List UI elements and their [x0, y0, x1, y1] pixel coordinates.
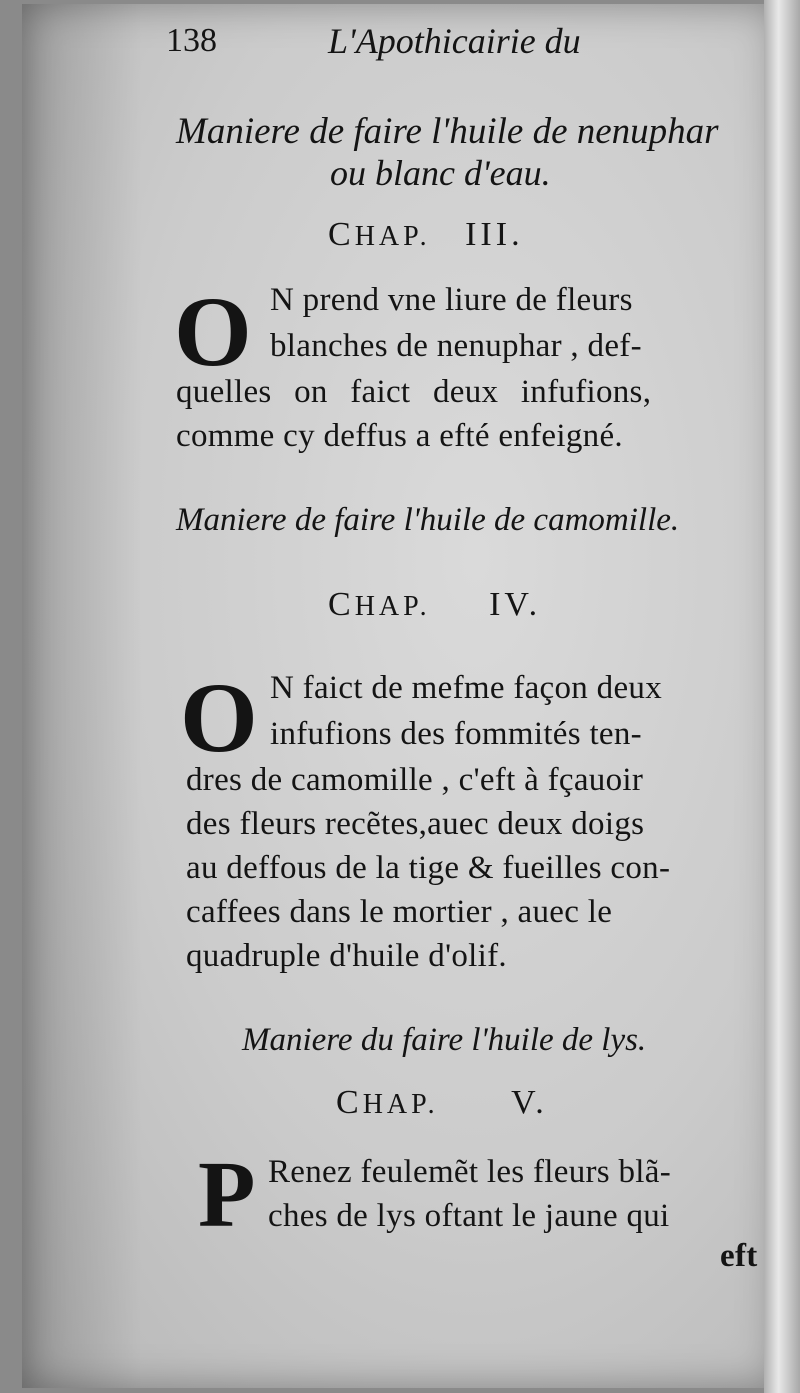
chapter-number: III.: [465, 216, 524, 253]
text-line: blanches de nenuphar , def-: [270, 328, 642, 364]
chapter-label: HAP.: [362, 1089, 439, 1120]
text-line: caffees dans le mortier , auec le: [186, 894, 613, 930]
section-title: Maniere du faire l'huile de lys.: [242, 1022, 647, 1058]
text-line: quadruple d'huile d'olif.: [186, 938, 507, 974]
text-line: infufions des fommités ten-: [270, 716, 642, 752]
chapter-prefix: C: [328, 586, 355, 623]
page-edge: [764, 0, 800, 1393]
chapter-label: HAP.: [354, 591, 431, 622]
text-line: N faict de mefme façon deux: [270, 670, 662, 706]
section-title: Maniere de faire l'huile de camomille.: [176, 502, 680, 538]
running-head: L'Apothicairie du: [328, 21, 581, 61]
section-title: Maniere de faire l'huile de nenuphar: [176, 111, 719, 152]
chapter-heading: [328, 586, 541, 624]
drop-cap: P: [198, 1143, 256, 1247]
text-line: dres de camomille , c'eft à fçauoir: [186, 762, 644, 798]
page-number: 138: [166, 22, 217, 59]
chapter-number: IV.: [489, 586, 542, 623]
catchword: eft: [720, 1238, 758, 1274]
chapter-heading: [328, 216, 524, 254]
section-title-continued: ou blanc d'eau.: [330, 153, 551, 193]
chapter-prefix: C: [328, 216, 355, 253]
chapter-heading: [336, 1084, 548, 1122]
text-line: comme cy deffus a efté enfeigné.: [176, 418, 623, 454]
page-fold-shadow: [22, 4, 142, 1388]
drop-cap: O: [180, 662, 258, 773]
text-line: Renez feulemẽt les fleurs blã-: [268, 1154, 671, 1190]
text-line: N prend vne liure de fleurs: [270, 282, 633, 318]
text-line: des fleurs recẽtes,auec deux doigs: [186, 806, 645, 842]
drop-cap: O: [174, 276, 252, 387]
text-line: quelles on faict deux infufions,: [176, 374, 652, 410]
text-line: au deffous de la tige & fueilles con-: [186, 850, 671, 886]
chapter-label: HAP.: [354, 221, 431, 252]
text-line: ches de lys oftant le jaune qui: [268, 1198, 670, 1234]
chapter-prefix: C: [336, 1084, 363, 1121]
chapter-number: V.: [511, 1084, 548, 1121]
